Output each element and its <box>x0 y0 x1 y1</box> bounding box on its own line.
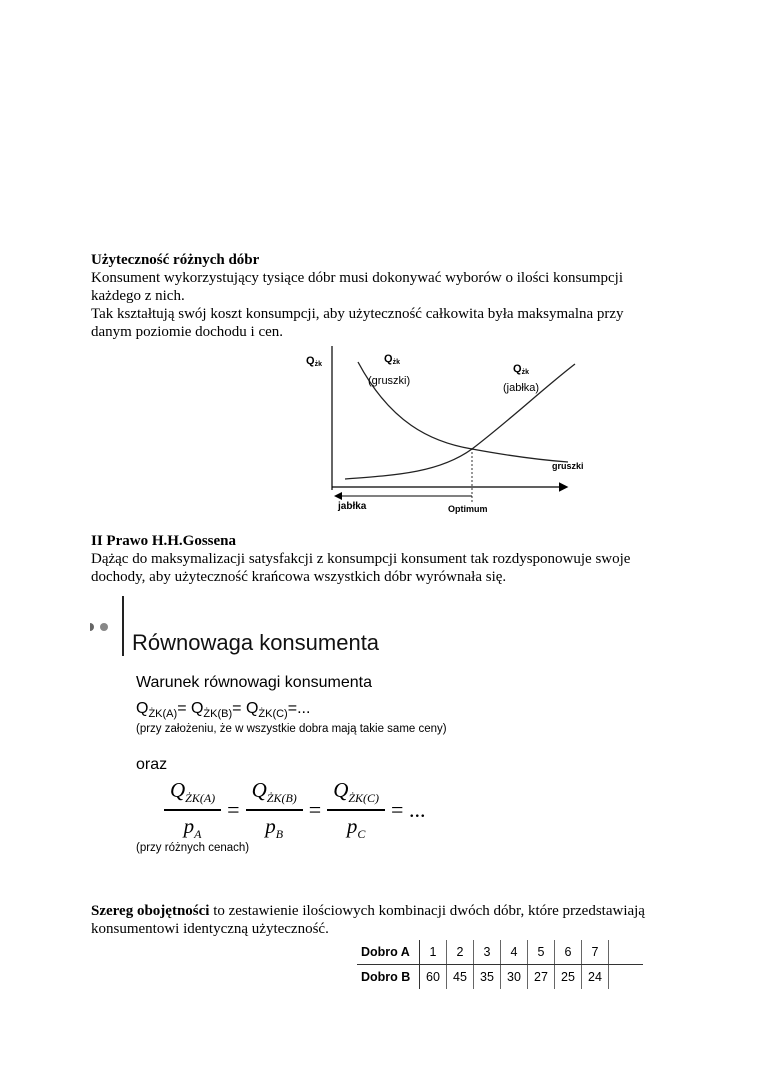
section-utility <box>91 251 671 341</box>
fraction: $\frac{Q_{ŻK(B)}}{p_B}$ <box>246 778 303 842</box>
bullet-icon <box>100 623 108 631</box>
slide-bullets <box>90 618 114 636</box>
slide-subtitle: Warunek równowagi konsumenta <box>136 674 372 691</box>
equilibrium-equation: $Q_{ŻK(A)}= Q_{ŻK(B)}= Q_{ŻK(C)}=$... <box>136 700 311 721</box>
utility-graph <box>300 342 600 522</box>
table-cell <box>609 965 644 990</box>
table-cell: 25 <box>555 965 582 990</box>
table-cell: 1 <box>420 940 447 965</box>
slide-image <box>88 596 468 866</box>
paragraph-line: Dążąc do maksymalizacji satysfakcji z konsumpcji konsument tak rozdysponowuje swoje <box>91 551 631 567</box>
table-cell <box>609 940 644 965</box>
row-label: Dobro A <box>357 940 420 965</box>
table-cell: 4 <box>501 940 528 965</box>
slide-title: Równowaga konsumenta <box>132 630 380 655</box>
fraction: $\frac{Q_{ŻK(C)}}{p_C}$ <box>327 778 385 842</box>
table-cell: 60 <box>420 965 447 990</box>
section-heading: Użyteczność różnych dóbr <box>91 252 260 268</box>
paragraph-line: Konsument wykorzystujący tysiące dóbr musi dokonywać wyborów o ilości konsumpcji <box>91 270 624 286</box>
paragraph-line: każdego z nich. <box>91 288 185 304</box>
fraction-equation: $\frac{Q_{ŻK(A)}}{p_A}$ = $\frac{Q_{ŻK(B)}}{p_B}$ = $\frac{Q_{ŻK(C)}}{p_C}$ = ... <box>160 778 427 842</box>
paragraph-line: konsumentowi identyczną użyteczność. <box>91 921 329 937</box>
table-cell: 2 <box>447 940 474 965</box>
bullet-icon <box>90 623 94 631</box>
optimum-label: Optimum <box>448 504 488 514</box>
curve2-label: Qżk <box>513 363 529 376</box>
fraction: $\frac{Q_{ŻK(A)}}{p_A}$ <box>164 778 221 842</box>
table-cell: 24 <box>582 965 609 990</box>
jablka-arrow-label: jabłka <box>338 501 367 512</box>
section-indifference <box>91 902 671 938</box>
table-cell: 6 <box>555 940 582 965</box>
section-gossen <box>91 532 671 586</box>
curve2-name: (jabłka) <box>503 382 540 394</box>
table-cell: 3 <box>474 940 501 965</box>
slide-oraz: oraz <box>136 756 168 773</box>
table-cell: 30 <box>501 965 528 990</box>
row-label: Dobro B <box>357 965 420 990</box>
section-heading: II Prawo H.H.Gossena <box>91 533 237 549</box>
table-cell: 7 <box>582 940 609 965</box>
paragraph-line: Szereg obojętności to zestawienie ilościowych kombinacji dwóch dóbr, które przedstawiają <box>91 903 645 919</box>
paragraph-line: dochody, aby użyteczność krańcowa wszystkich dóbr wyrównała się. <box>91 569 507 585</box>
curve1-label: Qżk <box>384 353 400 366</box>
table-cell: 45 <box>447 965 474 990</box>
indifference-table <box>357 940 643 989</box>
paragraph-line: Tak kształtują swój koszt konsumpcji, aby użyteczność całkowita była maksymalna przy <box>91 306 624 322</box>
fraction-tail: = ... <box>391 796 426 822</box>
slide-note-prices: (przy różnych cenach) <box>136 842 250 854</box>
table-row <box>357 940 643 965</box>
table-cell: 35 <box>474 965 501 990</box>
paragraph-line: danym poziomie dochodu i cen. <box>91 324 284 340</box>
right-label: gruszki <box>552 461 584 471</box>
slide-note: (przy założeniu, że w wszystkie dobra mają takie same ceny) <box>136 723 447 735</box>
table-cell: 27 <box>528 965 555 990</box>
curve1-name: (gruszki) <box>368 375 411 387</box>
table-row <box>357 965 643 990</box>
slide-divider <box>122 596 124 656</box>
y-axis-label: Qżk <box>306 355 322 368</box>
table-cell: 5 <box>528 940 555 965</box>
